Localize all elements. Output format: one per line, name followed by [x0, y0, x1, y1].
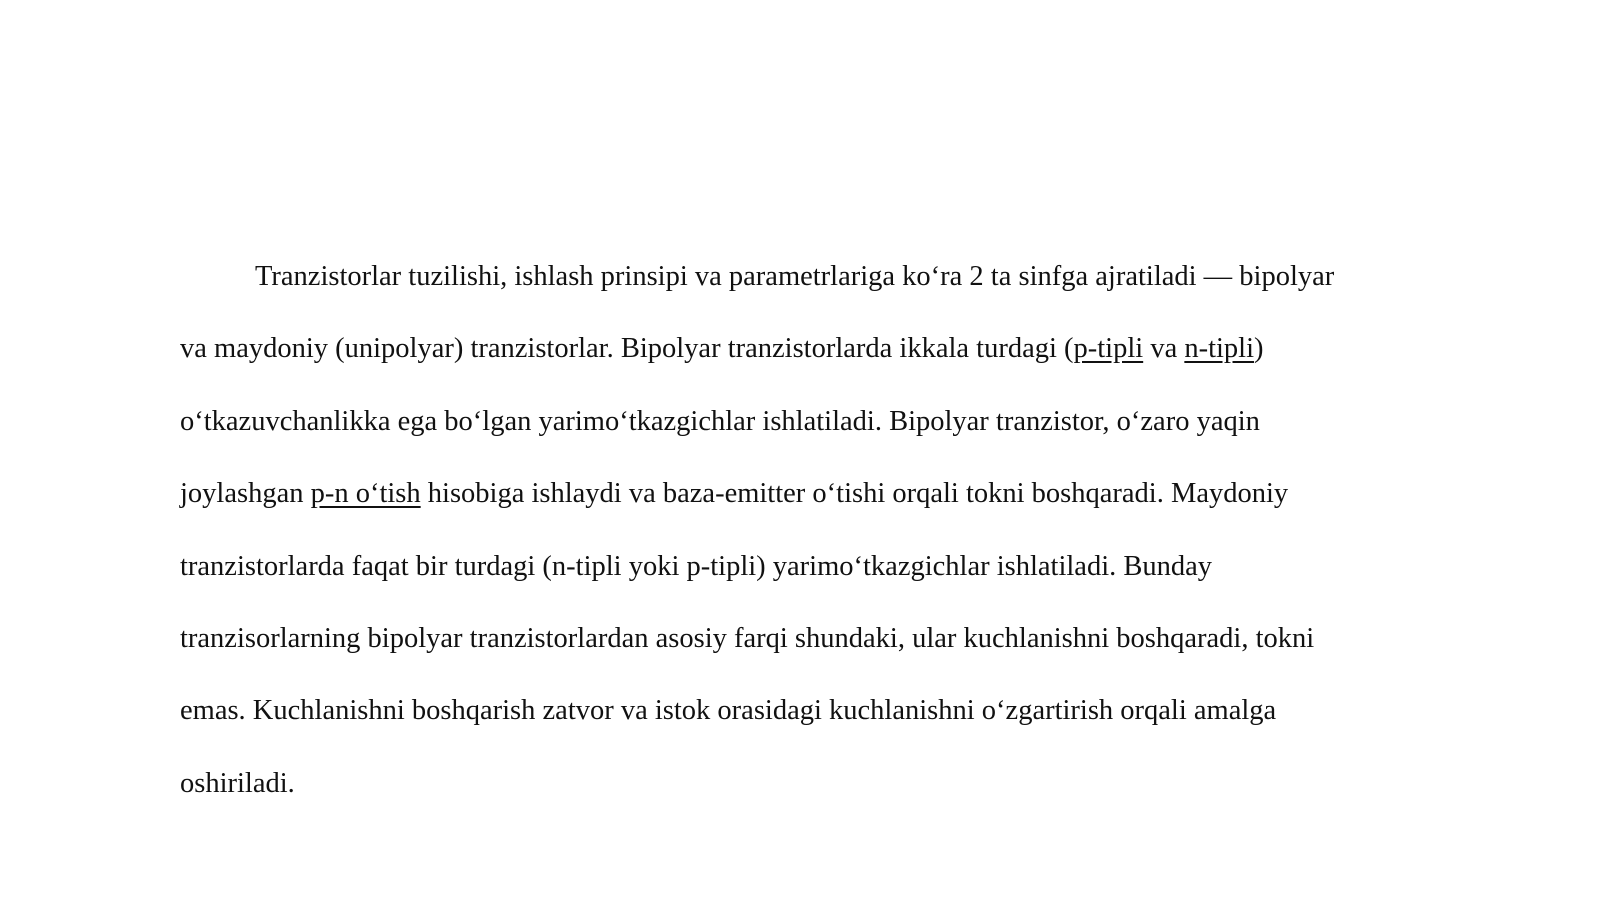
paragraph-line — [180, 748, 1440, 820]
body-paragraph — [180, 241, 1440, 820]
paragraph-line — [180, 386, 1440, 458]
paragraph-line — [180, 531, 1440, 603]
text-run: tranzisorlarning bipolyar tranzistorlardan asosiy farqi shundaki, ular kuchlanishni boshqaradi, tokni — [180, 622, 1315, 654]
text-run: va maydoniy (unipolyar) tranzistorlar. Bipolyar tranzistorlarda ikkala turdagi ( — [180, 333, 1074, 365]
text-run: ) — [1254, 333, 1264, 365]
text-run: joylashgan — [180, 478, 311, 510]
text-run: o‘tkazuvchanlikka ega bo‘lgan yarimo‘tkazgichlar ishlatiladi. Bipolyar tranzistor, o‘zaro yaqin — [180, 405, 1260, 437]
paragraph-line — [180, 241, 1440, 313]
paragraph-line — [180, 313, 1440, 385]
text-run: Tranzistorlar tuzilishi, ishlash prinsipi va parametrlariga ko‘ra 2 ta sinfga ajratiladi — bipolyar — [255, 261, 1335, 292]
text-run: oshiriladi. — [180, 767, 295, 799]
underlined-term-n-tipli: n-tipli — [1184, 333, 1255, 365]
text-run: hisobiga ishlaydi va baza-emitter o‘tishi orqali tokni boshqaradi. Maydoniy — [420, 478, 1289, 510]
text-run: va — [1143, 333, 1185, 365]
text-run: emas. Kuchlanishni boshqarish zatvor va istok orasidagi kuchlanishni o‘zgartirish orqali amalga — [180, 695, 1277, 727]
underlined-term-p-n-otish: p-n o‘tish — [310, 478, 421, 510]
underlined-term-p-tipli: p-tipli — [1073, 333, 1144, 365]
paragraph-line — [180, 458, 1440, 530]
paragraph-line — [180, 675, 1440, 747]
paragraph-line — [180, 603, 1440, 675]
text-run: tranzistorlarda faqat bir turdagi (n-tipli yoki p-tipli) yarimo‘tkazgichlar ishlatiladi. Bunday — [180, 550, 1213, 582]
